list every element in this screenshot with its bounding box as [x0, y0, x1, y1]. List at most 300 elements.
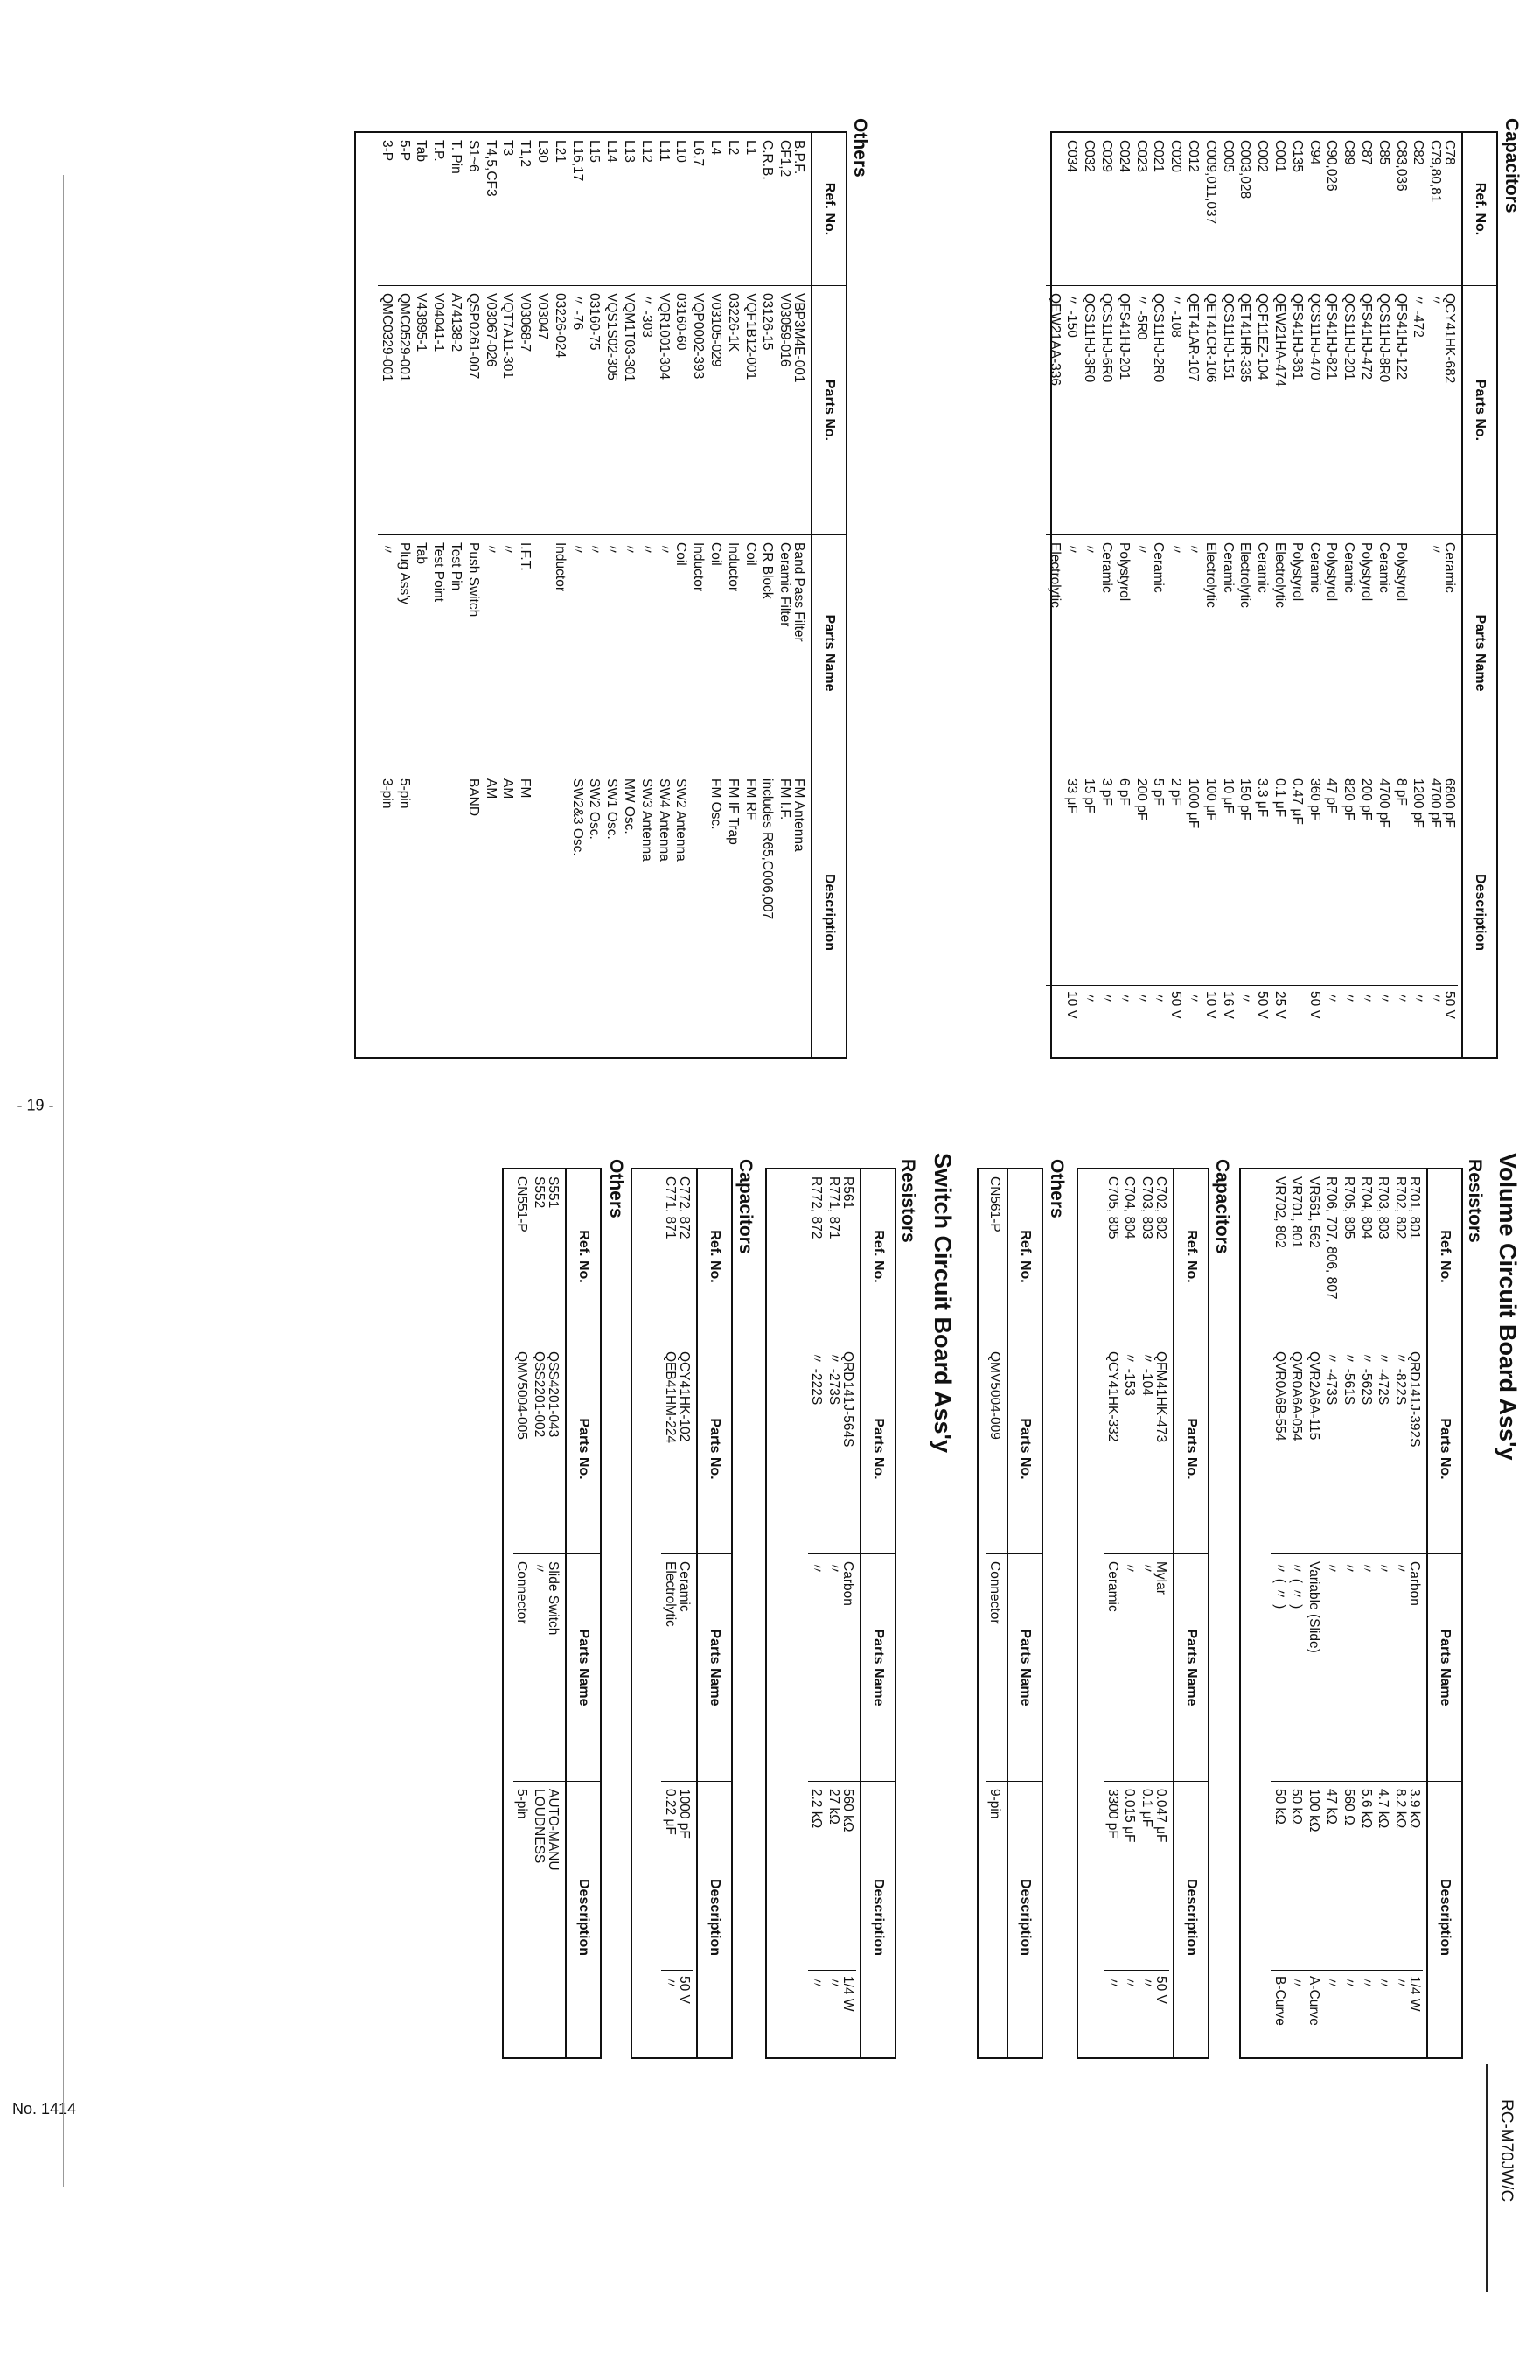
cell-desc-value: 6 pF: [1116, 778, 1132, 806]
cell-ref: C012: [1184, 133, 1202, 286]
cell-parts: QET41HR-335: [1237, 286, 1254, 535]
cell-parts: QSS4201-043: [544, 1344, 565, 1554]
cell-rating: 〃: [1115, 985, 1132, 1053]
header-name: Parts Name: [812, 535, 846, 771]
table-header: [860, 1169, 895, 2057]
table-row: [1323, 133, 1341, 1057]
cell-ref: VR701, 801: [1288, 1169, 1306, 1344]
cell-name: Polystyrol: [1288, 535, 1306, 771]
volume-resistors-table: [1239, 1168, 1463, 2059]
cell-ref: L14: [603, 133, 620, 286]
cell-desc: [1080, 771, 1098, 1053]
cell-desc-value: 0.47 μF: [1289, 778, 1305, 825]
cell-rating: 〃: [1237, 985, 1254, 1053]
table-row: [842, 1169, 860, 2057]
cell-parts: VQS1S02-305: [603, 286, 620, 535]
cell-desc: [1202, 771, 1219, 1053]
cell-ref: C90,026: [1323, 133, 1341, 286]
cell-desc-value: 100 kΩ: [1307, 1789, 1322, 1832]
cell-desc: [1237, 771, 1254, 1053]
cell-desc: [689, 771, 707, 1053]
cell-name: 〃: [825, 1554, 842, 1782]
cell-name: 〃: [1132, 535, 1150, 771]
table-row: [1104, 1169, 1121, 2057]
cell-rating: 〃: [1340, 985, 1357, 1053]
cell-parts: V43895-1: [413, 286, 430, 535]
header-desc: Description: [871, 1878, 886, 1956]
cell-name: Electrolytic: [1237, 535, 1254, 771]
cell-rating: 10 V: [1063, 985, 1081, 1053]
cell-name: Coil: [672, 535, 690, 771]
cell-name: Electrolytic: [1202, 535, 1219, 771]
cell-rating: 〃: [1391, 1970, 1409, 2053]
table-header: [696, 1169, 731, 2057]
cell-name: 〃: [1080, 535, 1098, 771]
cell-desc: [429, 771, 447, 1053]
table-row: [1253, 133, 1271, 1057]
cell-name: 〃: [1121, 1554, 1139, 1782]
cell-rating: 50 V: [1167, 985, 1184, 1053]
table-row: [1271, 1169, 1288, 2057]
cell-desc-value: 200 pF: [1133, 778, 1149, 821]
cell-rating: 〃: [1104, 1970, 1121, 2053]
cell-ref: C135: [1288, 133, 1306, 286]
cell-rating: [1046, 985, 1063, 1053]
cell-parts: 〃 -473S: [1322, 1344, 1340, 1554]
table-row: [1340, 1169, 1357, 2057]
cell-rating: 〃: [1322, 1970, 1340, 2053]
cell-desc: [1184, 771, 1202, 1053]
cell-desc-value: 820 pF: [1341, 778, 1357, 821]
cell-parts: QCS11HJ-470: [1306, 286, 1323, 535]
cell-name: Ceramic Filter: [776, 535, 793, 771]
cell-desc-value: 5.6 kΩ: [1358, 1789, 1374, 1829]
cell-rating: 50 V: [1152, 1970, 1169, 2053]
cell-ref: CF1,2: [776, 133, 793, 286]
volume-capacitors-title: Capacitors: [1212, 1159, 1232, 1254]
header-name: Parts Name: [1428, 1554, 1461, 1782]
others-table: [354, 131, 847, 1059]
volume-capacitors-table: [1077, 1168, 1209, 2059]
header-parts: Parts No.: [861, 1344, 895, 1554]
cell-name: 〃 ( 〃 ): [1271, 1554, 1288, 1782]
cell-name: Connector: [986, 1554, 1007, 1782]
cell-parts: V03059-016: [776, 286, 793, 535]
cell-desc-value: 50 kΩ: [1289, 1789, 1305, 1825]
table-row: [1391, 1169, 1409, 2057]
cell-ref: L11: [655, 133, 672, 286]
header-parts: Parts No.: [1463, 286, 1496, 535]
cell-parts: QEW21HA-474: [1271, 286, 1288, 535]
cell-name: 〃: [1391, 1554, 1409, 1782]
table-row: [1426, 133, 1444, 1057]
cell-desc-value: 360 pF: [1307, 778, 1322, 821]
cell-name: Variable (Slide): [1305, 1554, 1322, 1782]
table-row: [551, 133, 568, 1057]
header-name: Parts Name: [1008, 1554, 1042, 1782]
cell-desc: [1410, 771, 1427, 1053]
cell-rating: 〃: [1080, 985, 1098, 1053]
cell-ref: R705, 805: [1340, 1169, 1357, 1344]
table-row: [447, 133, 464, 1057]
cell-desc-value: 1000 pF: [677, 1789, 692, 1839]
cell-desc: [1340, 771, 1357, 1053]
cell-rating: 〃: [1426, 985, 1444, 1053]
table-row: [1410, 133, 1427, 1057]
cell-name: 〃: [1426, 535, 1444, 771]
model-number: RC-M70JW/C: [1497, 2099, 1516, 2202]
cell-desc: [447, 771, 464, 1053]
cell-name: CR Block: [759, 535, 777, 771]
cell-parts: QFS41HJ-821: [1323, 286, 1341, 535]
table-row: [1138, 1169, 1155, 2057]
switch-resistors-table: [765, 1168, 896, 2059]
table-row: [1322, 1169, 1340, 2057]
volume-others-table: [977, 1168, 1043, 2059]
table-row: [1202, 133, 1219, 1057]
table-row: [679, 1169, 696, 2057]
cell-name: Mylar: [1152, 1554, 1173, 1782]
cell-desc: [1305, 1782, 1322, 2053]
cell-ref: T1,2: [516, 133, 533, 286]
cell-ref: R561: [839, 1169, 860, 1344]
cell-rating: 1/4 W: [839, 1970, 856, 2053]
cell-ref: B.P.F.: [790, 133, 811, 286]
cell-desc-value: [1046, 771, 1063, 985]
cell-desc: LOUDNESS: [532, 1789, 547, 1864]
cell-desc: [1104, 1782, 1121, 2053]
cell-ref: C82: [1410, 133, 1427, 286]
cell-ref: C704, 804: [1121, 1169, 1139, 1344]
header-name: Parts Name: [698, 1554, 731, 1782]
cell-parts: QCS11HJ-151: [1219, 286, 1237, 535]
cell-desc: 5-pin: [396, 778, 412, 809]
cell-parts: QCY41HK-102: [675, 1344, 696, 1554]
cell-ref: S552: [530, 1169, 547, 1344]
switch-capacitors-table: [631, 1168, 733, 2059]
cell-rating: 〃: [1121, 1970, 1139, 2053]
cell-parts: 〃 -822S: [1391, 1344, 1409, 1554]
cell-parts: 〃 -273S: [825, 1344, 842, 1554]
cell-name: Plug Ass'y: [395, 535, 413, 771]
cell-desc-value: 33 μF: [1064, 778, 1080, 813]
table-row: [1155, 1169, 1173, 2057]
table-row: [724, 133, 742, 1057]
cell-ref: L13: [620, 133, 638, 286]
cell-desc: [1115, 771, 1132, 1053]
cell-ref: L6,7: [689, 133, 707, 286]
cell-rating: 〃: [1357, 985, 1375, 1053]
table-row: [603, 133, 620, 1057]
cell-name: Ceramic: [1440, 535, 1461, 771]
cell-parts: V03047: [533, 286, 551, 535]
cell-rating: 〃: [1392, 985, 1410, 1053]
cell-rating: 〃: [661, 1970, 679, 2053]
cell-ref: C705, 805: [1104, 1169, 1121, 1344]
cell-parts: V04041-1: [429, 286, 447, 535]
cell-ref: T3: [499, 133, 517, 286]
cell-desc: [1121, 1782, 1139, 2053]
cell-ref: L4: [707, 133, 724, 286]
table-row: [672, 133, 690, 1057]
cell-parts: QFS41HJ-201: [1115, 286, 1132, 535]
cell-rating: [1288, 985, 1306, 1053]
cell-rating: 〃: [1375, 1970, 1392, 2053]
cell-parts: QMV5004-005: [513, 1344, 531, 1554]
cell-parts: 〃 -472S: [1375, 1344, 1392, 1554]
cell-parts: QRD141J-564S: [839, 1344, 860, 1554]
cell-name: Carbon: [1405, 1554, 1426, 1782]
cell-desc: 5-pin: [514, 1789, 530, 1819]
cell-name: Ceramic: [1104, 1554, 1121, 1782]
cell-desc-value: 560 kΩ: [840, 1789, 855, 1832]
cell-ref: T4,5,CF3: [482, 133, 499, 286]
cell-name: 〃: [808, 1554, 826, 1782]
cell-desc: FM: [518, 778, 533, 799]
cell-name: Inductor: [724, 535, 742, 771]
cell-rating: 〃: [825, 1970, 842, 2053]
cell-name: Polystyrol: [1357, 535, 1375, 771]
cell-desc-value: 100 μF: [1202, 778, 1218, 821]
cell-ref: L21: [551, 133, 568, 286]
cell-name: Ceramic: [1375, 535, 1392, 771]
cell-parts: QEB41HM-224: [661, 1344, 679, 1554]
cell-ref: C034: [1063, 133, 1081, 286]
cell-desc: [1219, 771, 1237, 1053]
cell-desc-value: 3 pF: [1099, 778, 1115, 806]
cell-desc: [1046, 771, 1063, 1053]
cell-desc-value: 8.2 kΩ: [1393, 1789, 1409, 1829]
table-row: [1444, 133, 1461, 1057]
cell-desc: [1375, 1782, 1392, 2053]
cell-desc-value: 47 kΩ: [1324, 1789, 1340, 1825]
table-row: [793, 133, 811, 1057]
cell-name: Electrolytic: [1271, 535, 1288, 771]
cell-name: Electrolytic: [661, 1554, 679, 1782]
cell-name: 〃: [1063, 535, 1081, 771]
table-row: [1305, 1169, 1322, 2057]
cell-ref: S551: [544, 1169, 565, 1344]
cell-name: 〃 ( 〃 ): [1288, 1554, 1306, 1782]
cell-parts: 〃 -104: [1138, 1344, 1155, 1554]
cell-name: Ceramic: [1306, 535, 1323, 771]
table-row: [1121, 1169, 1139, 2057]
cell-rating: 〃: [1184, 985, 1202, 1053]
table-row: [482, 133, 499, 1057]
cell-parts: QCS11HJ-8R0: [1375, 286, 1392, 535]
table-row: [1357, 1169, 1375, 2057]
cell-ref: C771, 871: [661, 1169, 679, 1344]
cell-ref: L1: [742, 133, 759, 286]
cell-desc: [1063, 771, 1081, 1053]
table-row: [547, 1169, 565, 2057]
cell-name: 〃: [1184, 535, 1202, 771]
table-row: [707, 133, 724, 1057]
cell-desc: includes R65,C006,007: [760, 778, 776, 920]
cell-name: Connector: [513, 1554, 531, 1782]
header-ref: Ref. No.: [1008, 1169, 1042, 1344]
cell-desc: SW1 Osc.: [604, 778, 620, 840]
table-row: [1306, 133, 1323, 1057]
table-row: [1063, 133, 1081, 1057]
cell-desc: [1391, 1782, 1409, 2053]
cell-desc: [1253, 771, 1271, 1053]
cell-ref: T. Pin: [447, 133, 464, 286]
header-desc: Description: [1473, 873, 1488, 951]
cell-parts: QET41CR-106: [1202, 286, 1219, 535]
cell-rating: 〃: [1150, 985, 1167, 1053]
cell-ref: T.P.: [429, 133, 447, 286]
table-row: [1375, 133, 1392, 1057]
cell-rating: 〃: [1375, 985, 1392, 1053]
cell-parts: A74138-2: [447, 286, 464, 535]
cell-rating: 〃: [1132, 985, 1150, 1053]
header-parts: Parts No.: [698, 1344, 731, 1554]
table-header: [1426, 1169, 1461, 2057]
cell-parts: QMV5004-009: [986, 1344, 1007, 1554]
cell-rating: 50 V: [675, 1970, 693, 2053]
cell-name: Ceramic: [1340, 535, 1357, 771]
cell-name: Carbon: [839, 1554, 860, 1782]
cell-desc: [533, 771, 551, 1053]
cell-desc: [413, 771, 430, 1053]
table-row: [499, 133, 517, 1057]
cell-parts: QSS2201-002: [530, 1344, 547, 1554]
cell-parts: 〃: [1426, 286, 1444, 535]
cell-parts: QFM41HK-473: [1152, 1344, 1173, 1554]
cell-name: 〃: [530, 1554, 547, 1782]
cell-desc: [1323, 771, 1341, 1053]
cell-ref: C94: [1306, 133, 1323, 286]
cell-parts: QET41AR-107: [1184, 286, 1202, 535]
others-title: Others: [850, 118, 870, 178]
cell-name: [1410, 535, 1427, 771]
cell-desc-value: 0.1 μF: [1139, 1789, 1155, 1828]
cell-name: Inductor: [689, 535, 707, 771]
cell-desc: [1340, 1782, 1357, 2053]
header-parts: Parts No.: [567, 1344, 600, 1554]
table-row: [1098, 133, 1115, 1057]
cell-ref: VR702, 802: [1271, 1169, 1288, 1344]
cell-name: 〃: [620, 535, 638, 771]
cell-name: 〃: [378, 535, 395, 771]
header-ref: Ref. No.: [1463, 133, 1496, 286]
cell-parts: 〃 -150: [1063, 286, 1081, 535]
cell-parts: 03126-15: [759, 286, 777, 535]
cell-ref: C003,028: [1237, 133, 1254, 286]
cell-ref: C032: [1080, 133, 1098, 286]
cell-desc: SW2&3 Osc.: [569, 778, 585, 856]
table-header: [811, 133, 846, 1057]
table-row: [759, 133, 777, 1057]
cell-name: Ceramic: [1150, 535, 1167, 771]
cell-rating: 〃: [1340, 1970, 1357, 2053]
page-number: - 19 -: [17, 1096, 54, 1114]
cell-name: Band Pass Filter: [790, 535, 811, 771]
cell-parts: 〃 -472: [1410, 286, 1427, 535]
table-row: [586, 133, 603, 1057]
cell-ref: 5-P: [395, 133, 413, 286]
table-row: [638, 133, 655, 1057]
cell-parts: QVR2A6A-115: [1305, 1344, 1322, 1554]
cell-desc-value: 3.9 kΩ: [1407, 1789, 1422, 1829]
cell-ref: R704, 804: [1357, 1169, 1375, 1344]
capacitors-table: [1047, 131, 1498, 1059]
cell-ref: C702, 802: [1152, 1169, 1173, 1344]
cell-desc: FM Antenna: [791, 778, 806, 852]
table-row: [1115, 133, 1132, 1057]
cell-desc: 3-pin: [379, 778, 394, 809]
cell-parts: 〃 -303: [638, 286, 655, 535]
cell-desc-value: 2 pF: [1168, 778, 1184, 806]
table-header: [1173, 1169, 1208, 2057]
cell-desc: [1167, 771, 1184, 1053]
cell-ref: C83,036: [1392, 133, 1410, 286]
cell-ref: C005: [1219, 133, 1237, 286]
cell-desc: [551, 771, 568, 1053]
table-row: [464, 133, 482, 1057]
cell-ref: L10: [672, 133, 690, 286]
table-row: [429, 133, 447, 1057]
table-row: [1150, 133, 1167, 1057]
cell-ref: C89: [1340, 133, 1357, 286]
cell-name: Tab: [413, 535, 430, 771]
cell-parts: 〃 -76: [568, 286, 586, 535]
cell-rating: 〃: [808, 1970, 826, 2053]
cell-desc-value: 27 kΩ: [826, 1789, 842, 1825]
cell-ref: C.R.B.: [759, 133, 777, 286]
table-row: [776, 133, 793, 1057]
cell-desc-value: 47 pF: [1324, 778, 1340, 813]
cell-desc: SW4 Antenna: [656, 778, 672, 862]
cell-name: Ceramic: [1253, 535, 1271, 771]
table-row: [1184, 133, 1202, 1057]
header-name: Parts Name: [861, 1554, 895, 1782]
cell-name: Polystyrol: [1115, 535, 1132, 771]
cell-ref: R706, 707, 806, 807: [1322, 1169, 1340, 1344]
cell-ref: R702, 802: [1391, 1169, 1409, 1344]
cell-ref: C029: [1098, 133, 1115, 286]
cell-desc: [1322, 1782, 1340, 2053]
cell-rating: 〃: [1357, 1970, 1375, 2053]
header-desc: Description: [1184, 1878, 1199, 1956]
cell-desc: AUTO-MANU: [546, 1789, 561, 1871]
cell-parts: VQR1001-304: [655, 286, 672, 535]
cell-name: 〃: [586, 535, 603, 771]
table-row: [1375, 1169, 1392, 2057]
cell-desc-value: 1200 pF: [1411, 778, 1426, 828]
cell-name: 〃: [1357, 1554, 1375, 1782]
table-row: [1080, 133, 1098, 1057]
cell-desc: [1098, 771, 1115, 1053]
cell-rating: 〃: [1138, 1970, 1155, 2053]
capacitors-title: Capacitors: [1502, 118, 1522, 213]
cell-desc-value: 6800 pF: [1442, 778, 1457, 828]
cell-desc: AM: [500, 778, 516, 799]
table-row: [516, 133, 533, 1057]
cell-ref: C85: [1375, 133, 1392, 286]
switch-resistors-title: Resistors: [898, 1159, 918, 1243]
cell-parts: 03160-75: [586, 286, 603, 535]
header-desc: Description: [1018, 1878, 1033, 1956]
cell-name: Inductor: [551, 535, 568, 771]
cell-parts: V03067-026: [482, 286, 499, 535]
cell-ref: R703, 803: [1375, 1169, 1392, 1344]
cell-desc-value: 4.7 kΩ: [1376, 1789, 1391, 1829]
cell-name: Test Pin: [447, 535, 464, 771]
header-parts: Parts No.: [1174, 1344, 1208, 1554]
cell-ref: L2: [724, 133, 742, 286]
